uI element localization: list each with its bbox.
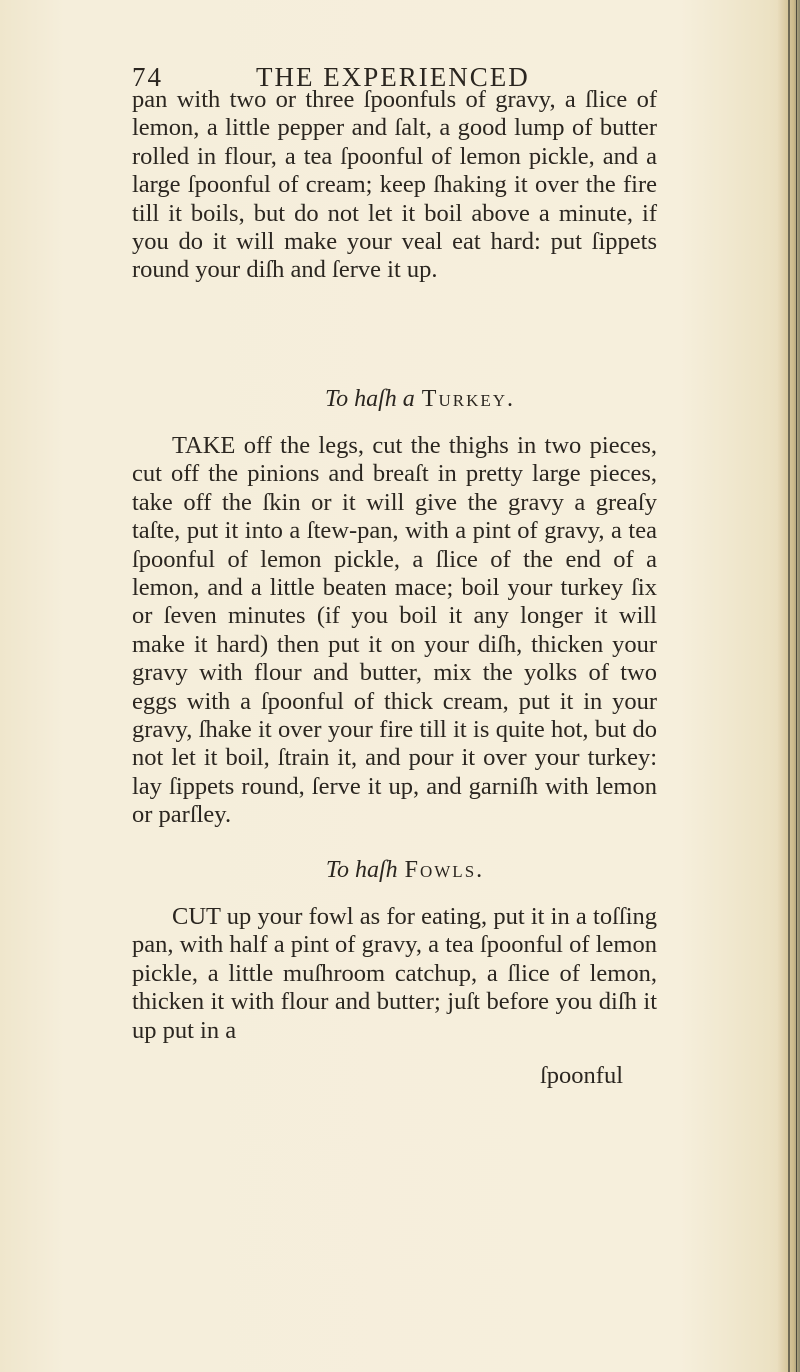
section-body-fowls [132, 903, 657, 1045]
heading-fowls-caps: Fowls. [404, 857, 485, 883]
heading-turkey-caps: Turkey. [421, 386, 516, 412]
paragraph-turkey: TAKE off the legs, cut the thighs in two pieces, cut off the pinions and breaſt in pretty large pieces, take off the ſkin or it will give the gravy a greaſy taſte, put it into a ſtew-pan, with a pint of gravy, a tea ſpoonful of lemon pickle, a ſlice of the end of a lemon, and a little beaten mace; boil your turkey ſix or ſeven minutes (if you boil it any longer it will make it hard) then put it on your diſh, thicken your gravy with flour and butter, mix the yolks of two eggs with a ſpoonful of thick cream, put it in your gravy, ſhake it over your fire till it is quite hot, but do not let it boil, ſtrain it, and pour it over your turkey: lay ſippets round, ſerve it up, and garniſh with lemon or parſley. [132, 432, 657, 829]
running-head: THE EXPERIENCED [256, 62, 530, 92]
page-edge-line-outer [796, 0, 797, 1372]
heading-turkey-italic: To haſh a [324, 386, 415, 412]
paragraph-continued [132, 86, 657, 285]
page-edge-line [788, 0, 790, 1372]
section-heading-fowls [0, 857, 800, 884]
paragraph-1: pan with two or three ſpoonfuls of gravy, a ſlice of lemon, a little pepper and ſalt, a good lump of butter rolled in flour, a tea ſpoonful of lemon pickle, and a large ſpoonful of cream; keep ſhaking it over the fire till it boils, but do not let it boil above a minute, if you do it will make your veal eat hard: put ſippets round your diſh and ſerve it up. [132, 86, 657, 284]
section-heading-turkey [0, 386, 800, 413]
page-number: 74 [132, 62, 163, 92]
section-body-turkey [132, 432, 657, 830]
paragraph-fowls: CUT up your fowl as for eating, put it in a toſſing pan, with half a pint of gravy, a tea ſpoonful of lemon pickle, a little muſhroom catchup, a ſlice of lemon, thicken it with flour and butter; juſt before you diſh it up put in a [132, 903, 657, 1044]
heading-fowls-italic: To haſh [325, 857, 398, 883]
catchword: ſpoonful [540, 1062, 624, 1089]
